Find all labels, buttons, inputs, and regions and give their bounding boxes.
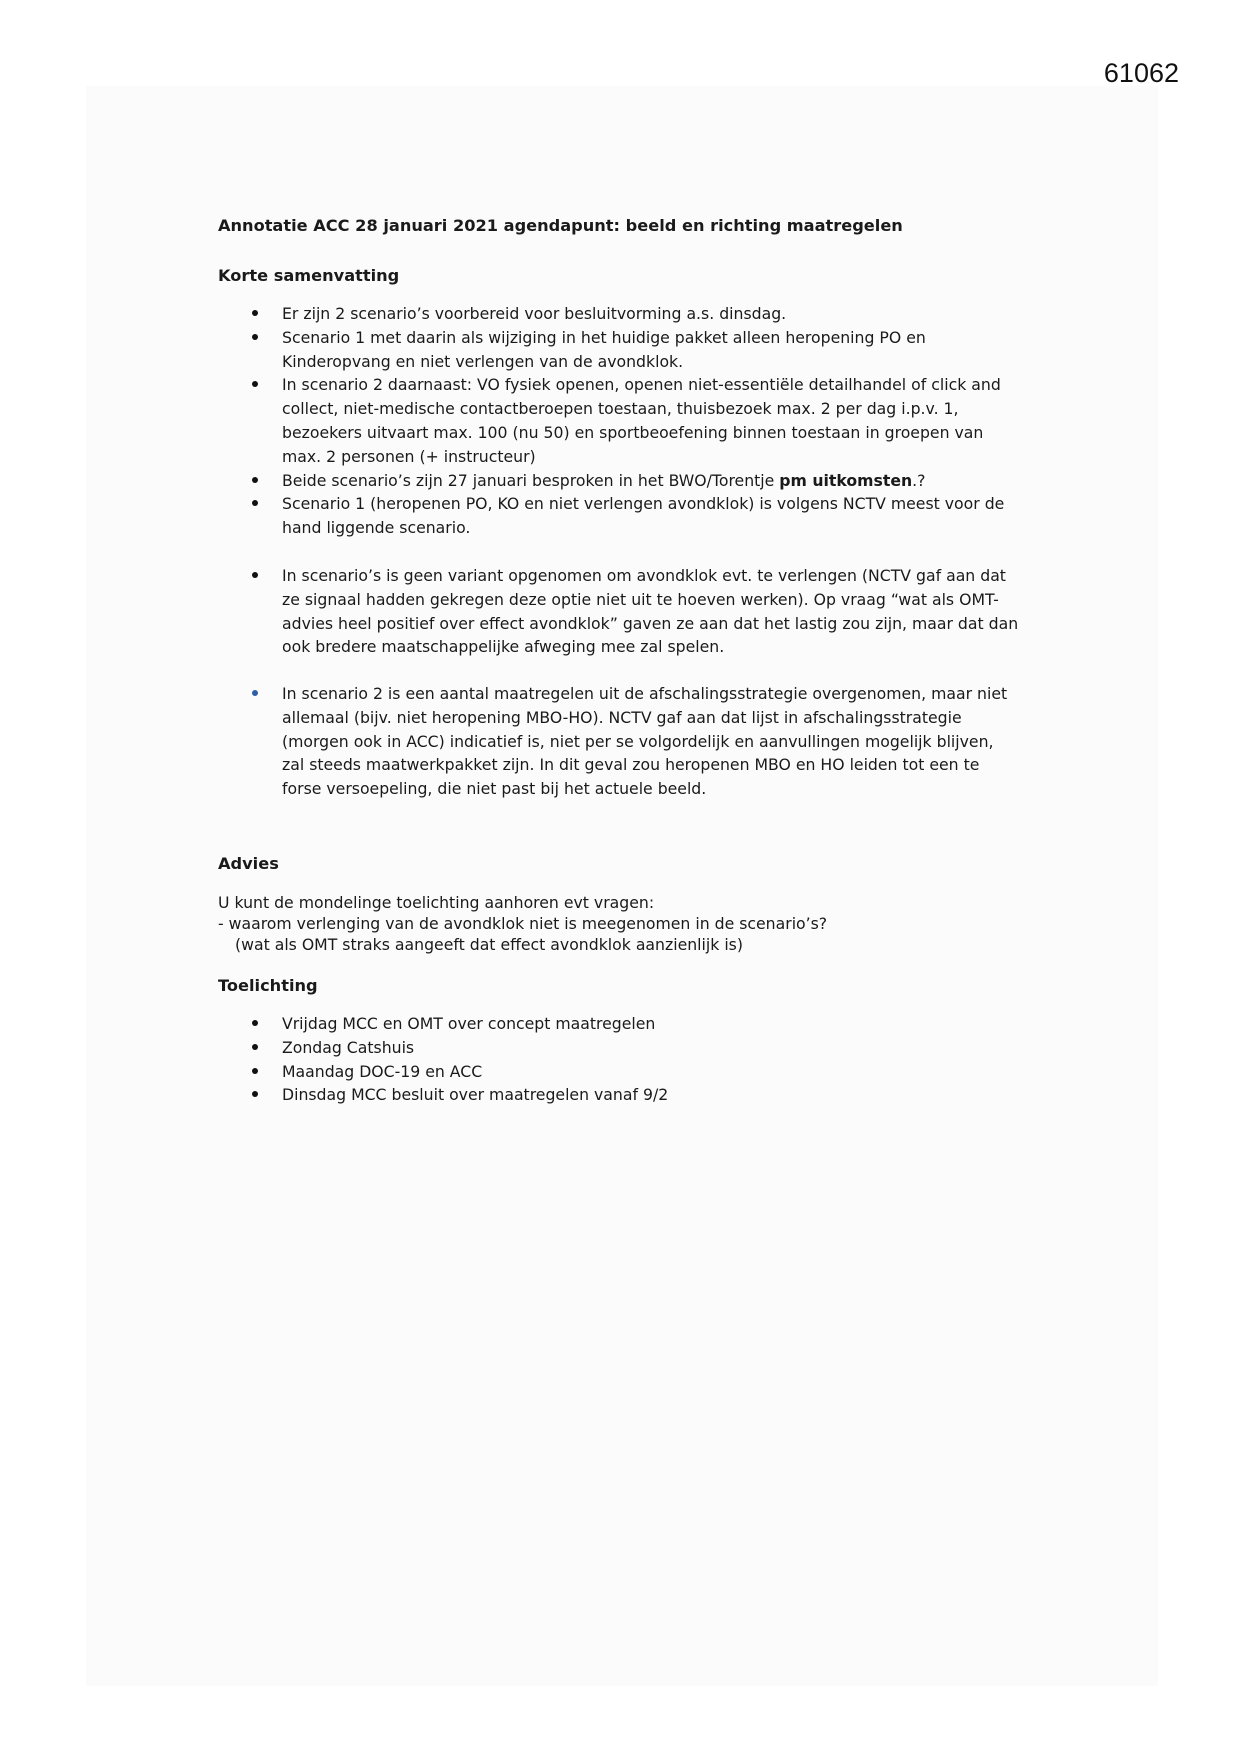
advies-text <box>218 892 827 955</box>
samenvatting-heading: Korte samenvatting <box>218 266 400 285</box>
samenvatting-list-1 <box>218 302 1004 540</box>
item-text-tail: .? <box>912 470 926 490</box>
item-line: In scenario 2 is een aantal maatregelen uit de afschalingsstrategie overgenomen, maar niet <box>282 684 1008 703</box>
item-line: Scenario 1 met daarin als wijziging in het huidige pakket alleen heropening PO en <box>282 327 926 347</box>
item-line <box>282 469 1004 493</box>
document-title: Annotatie ACC 28 januari 2021 agendapunt: beeld en richting maatregelen <box>218 216 903 235</box>
item-line: bezoekers uitvaart max. 100 (nu 50) en sportbeoefening binnen toestaan in groepen van <box>282 422 984 442</box>
list-item <box>218 492 1004 540</box>
item-line: collect, niet-medische contactberoepen toestaan, thuisbezoek max. 2 per dag i.p.v. 1, <box>282 399 959 419</box>
toelichting-list <box>218 1012 668 1107</box>
list-item <box>218 373 1004 468</box>
advies-line: - waarom verlenging van de avondklok niet is meegenomen in de scenario’s? <box>218 914 828 933</box>
bullet-icon <box>252 1091 258 1097</box>
advies-line: (wat als OMT straks aangeeft dat effect avondklok aanzienlijk is) <box>235 935 743 954</box>
item-line: Er zijn 2 scenario’s voorbereid voor besluitvorming a.s. dinsdag. <box>282 304 787 323</box>
item-bold-text: pm uitkomsten <box>779 470 913 490</box>
item-line: allemaal (bijv. niet heropening MBO-HO). NCTV gaf aan dat lijst in afschalingsstrategie <box>282 707 962 727</box>
list-item <box>218 469 1004 493</box>
bullet-icon <box>252 1044 258 1050</box>
list-item <box>218 564 1018 659</box>
samenvatting-list-2 <box>218 564 1018 659</box>
item-line: advies heel positief over effect avondklok” gaven ze aan dat het lastig zou zijn, maar dat dan <box>282 613 1019 633</box>
advies-heading: Advies <box>218 854 279 873</box>
bullet-icon <box>252 381 258 387</box>
item-line: zal steeds maatwerkpakket zijn. In dit geval zou heropenen MBO en HO leiden tot een te <box>282 755 980 775</box>
bullet-icon <box>252 1068 258 1074</box>
list-item <box>218 1036 668 1060</box>
list-item <box>218 302 1004 326</box>
bullet-icon <box>252 690 258 696</box>
bullet-icon <box>252 572 258 578</box>
item-line: Vrijdag MCC en OMT over concept maatregelen <box>282 1014 656 1033</box>
list-item <box>218 1083 668 1107</box>
list-item <box>218 682 1007 801</box>
item-line: Dinsdag MCC besluit over maatregelen vanaf 9/2 <box>282 1085 669 1105</box>
item-line: Maandag DOC-19 en ACC <box>282 1061 483 1081</box>
bullet-icon <box>252 310 258 316</box>
bullet-icon <box>252 500 258 506</box>
samenvatting-list-3 <box>218 682 1007 801</box>
bullet-icon <box>252 1020 258 1026</box>
bullet-icon <box>252 334 258 340</box>
item-line: forse versoepeling, die niet past bij het actuele beeld. <box>282 779 707 799</box>
list-item <box>218 326 1004 374</box>
item-line: hand liggende scenario. <box>282 518 471 538</box>
advies-line: U kunt de mondelinge toelichting aanhoren evt vragen: <box>218 893 655 912</box>
item-line: In scenario’s is geen variant opgenomen om avondklok evt. te verlengen (NCTV gaf aan dat <box>282 566 1006 585</box>
item-line: Kinderopvang en niet verlengen van de avondklok. <box>282 351 684 371</box>
item-line: In scenario 2 daarnaast: VO fysiek openen, openen niet-essentiële detailhandel of click and <box>282 375 1001 395</box>
item-line: (morgen ook in ACC) indicatief is, niet per se volgordelijk en aanvullingen mogelijk blijven, <box>282 731 994 751</box>
item-line: ook bredere maatschappelijke afweging mee zal spelen. <box>282 637 725 657</box>
item-line: Scenario 1 (heropenen PO, KO en niet verlengen avondklok) is volgens NCTV meest voor de <box>282 494 1005 514</box>
toelichting-heading: Toelichting <box>218 976 318 995</box>
document-number: 61062 <box>1103 58 1179 88</box>
list-item <box>218 1012 668 1036</box>
bullet-icon <box>252 477 258 483</box>
item-text: Beide scenario’s zijn 27 januari besproken in het BWO/Torentje <box>282 470 780 490</box>
item-line: ze signaal hadden gekregen deze optie niet uit te hoeven werken). Op vraag “wat als OMT- <box>282 589 999 609</box>
item-line: Zondag Catshuis <box>282 1037 415 1057</box>
item-line: max. 2 personen (+ instructeur) <box>282 446 536 466</box>
list-item <box>218 1060 668 1084</box>
